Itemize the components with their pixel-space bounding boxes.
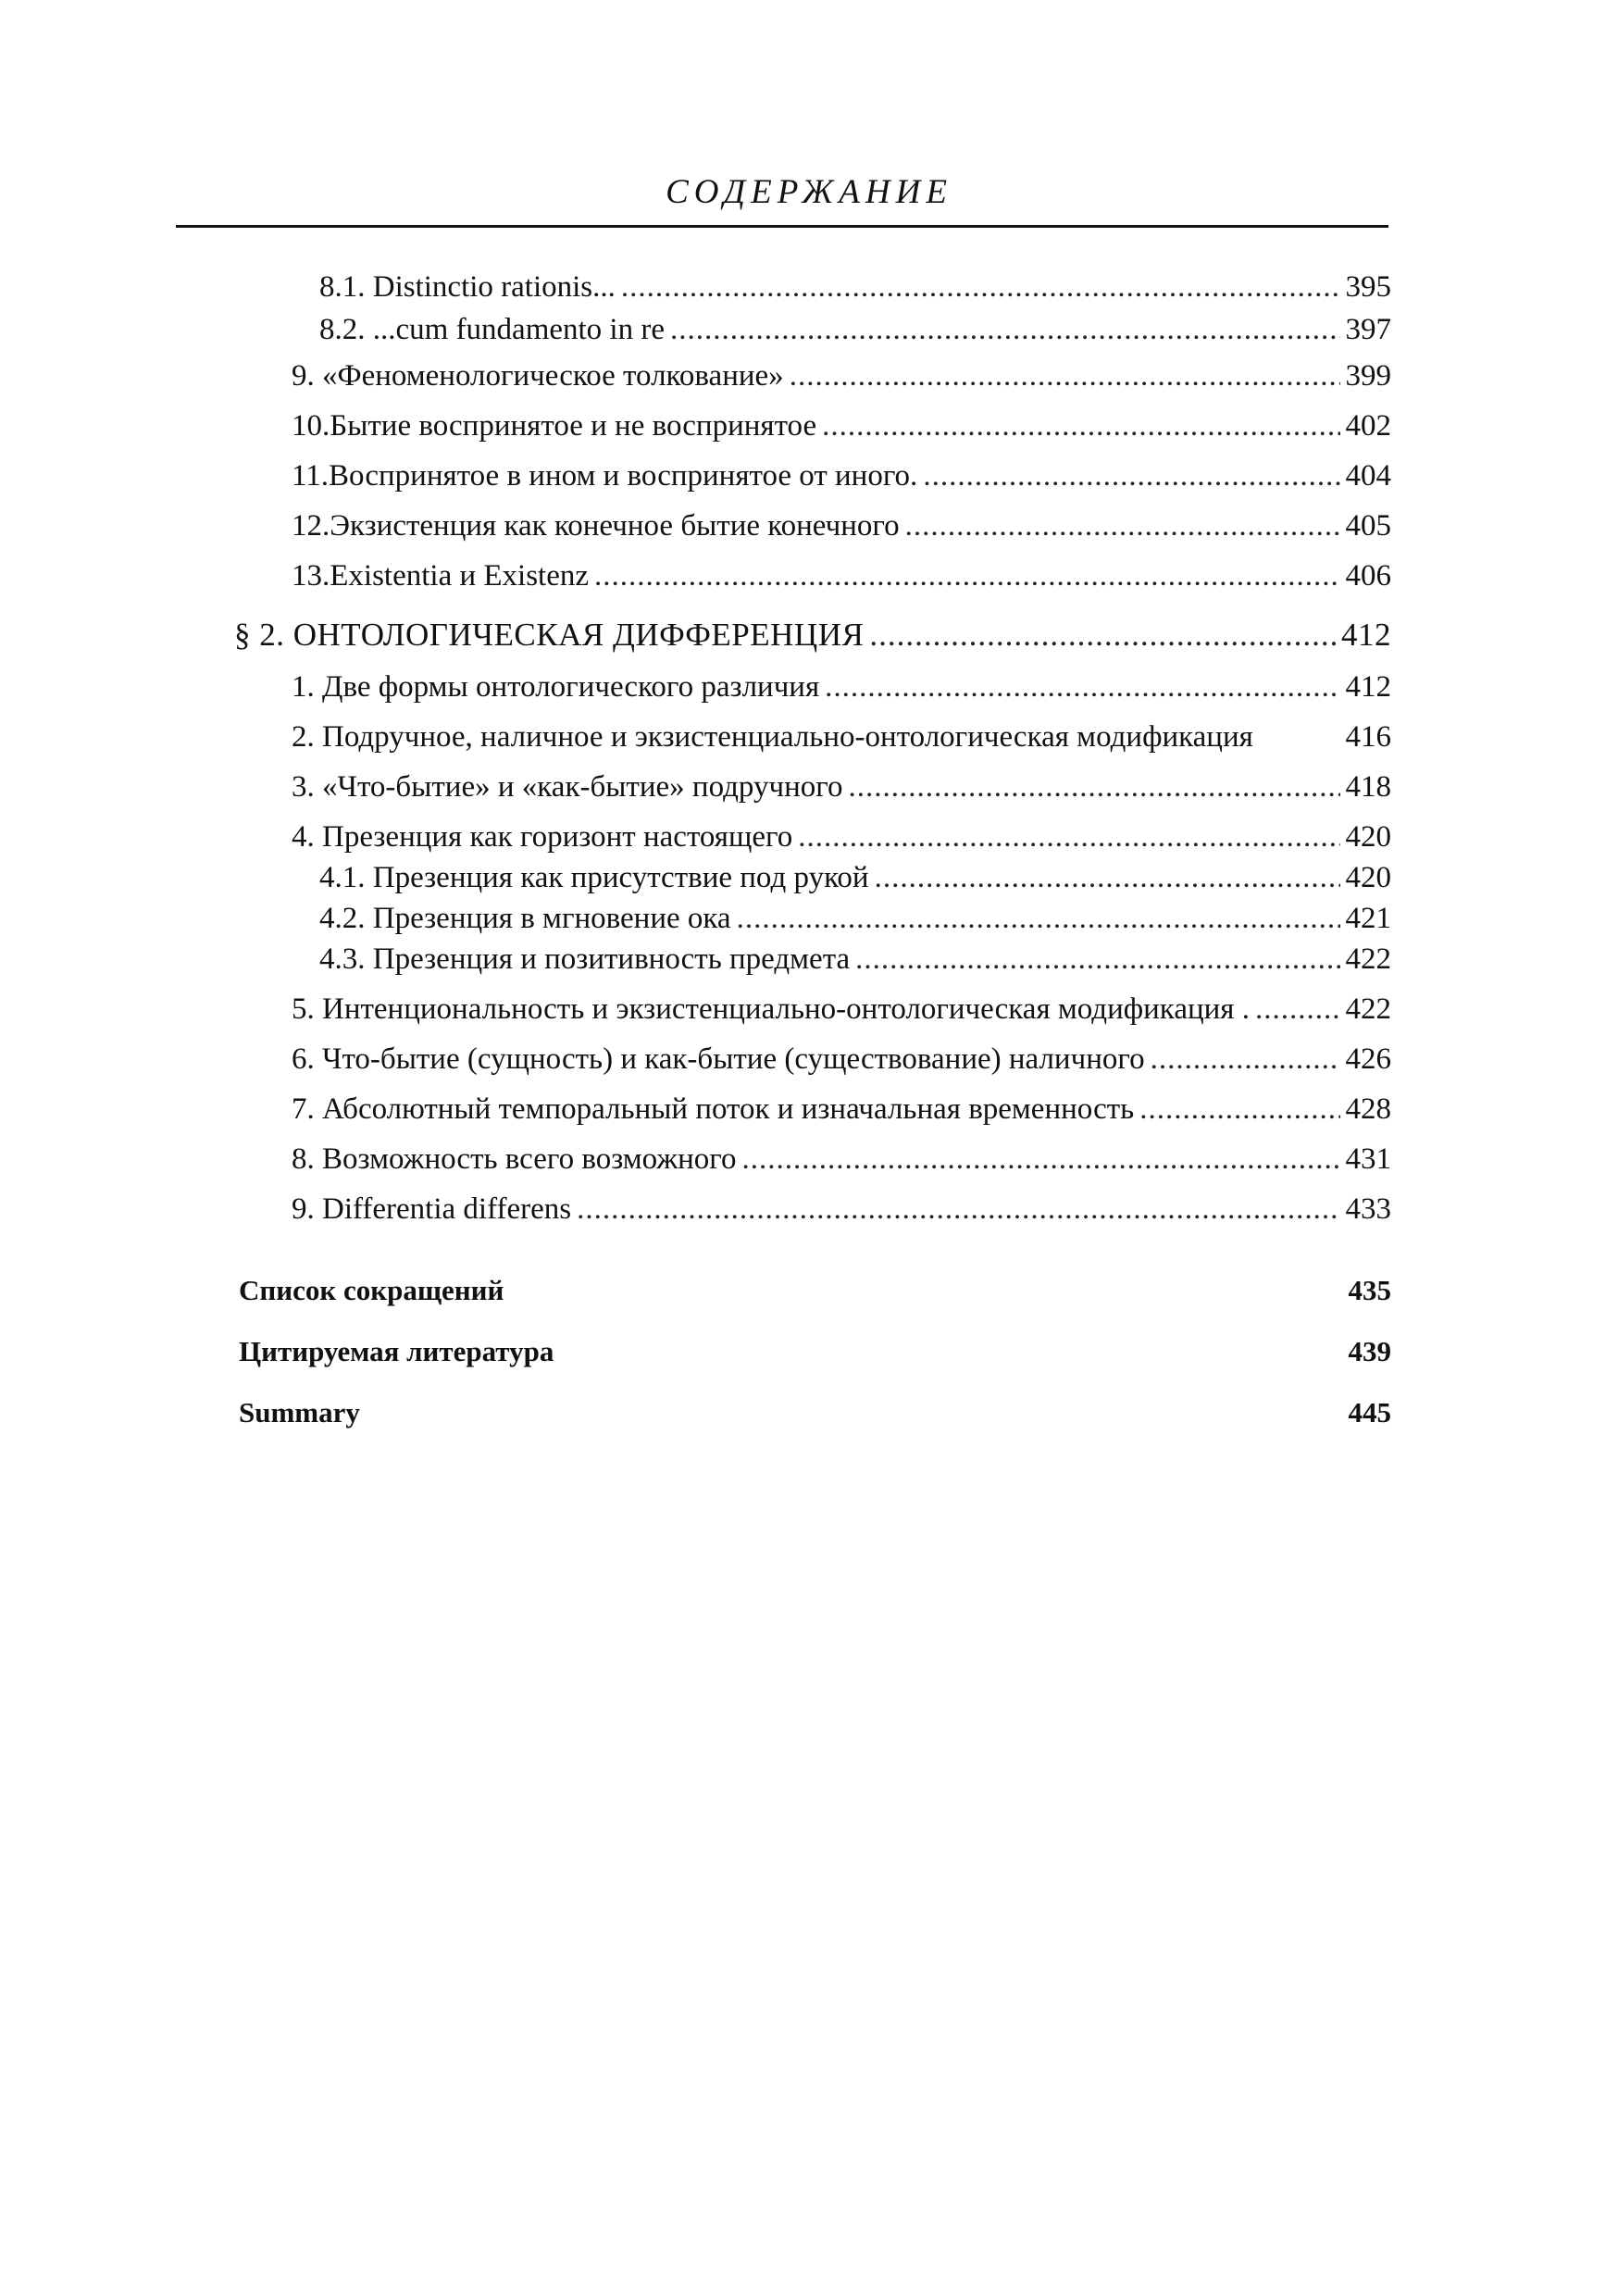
back-matter-page: 445 xyxy=(1348,1396,1391,1429)
toc-entry xyxy=(319,859,1391,896)
toc-entry-label: 7. Абсолютный темпоральный поток и изначальная временность xyxy=(292,1092,1135,1126)
toc-leader xyxy=(1151,1041,1340,1078)
toc-entry xyxy=(292,407,1391,444)
toc-entry-label: § 2. ОНТОЛОГИЧЕСКАЯ ДИФФЕРЕНЦИЯ xyxy=(234,617,865,653)
toc-entry-label: 4. Презенция как горизонт настоящего xyxy=(292,820,793,854)
toc-entry xyxy=(292,557,1391,594)
toc-entry xyxy=(292,1041,1391,1078)
back-matter-label: Список сокращений xyxy=(239,1274,504,1306)
toc-entry xyxy=(292,1191,1391,1228)
toc-leader xyxy=(869,617,1336,654)
toc-entry xyxy=(292,768,1391,805)
toc-leader xyxy=(594,557,1339,594)
toc-leader xyxy=(822,407,1339,444)
toc-entry xyxy=(292,357,1391,394)
toc-leader xyxy=(825,668,1339,705)
back-matter-entry xyxy=(239,1394,1391,1431)
toc-entry-label: 10.Бытие воспринятое и не воспринятое xyxy=(292,409,817,443)
toc-leader xyxy=(848,768,1339,805)
toc-leader xyxy=(790,357,1340,394)
toc-entry-label: 9. Differentia differens xyxy=(292,1192,572,1226)
toc-entry-label: 5. Интенциональность и экзистенциально-онтологическая модификация . xyxy=(292,992,1250,1026)
back-matter-entry xyxy=(239,1272,1391,1309)
toc-leader xyxy=(905,507,1340,544)
running-header: СОДЕРЖАНИЕ xyxy=(666,173,952,211)
toc-entry-page: 420 xyxy=(1345,820,1391,854)
toc-entry-page: 433 xyxy=(1345,1192,1391,1226)
toc-entry xyxy=(319,268,1391,306)
toc-leader xyxy=(742,1141,1340,1178)
toc-leader xyxy=(875,859,1340,896)
back-matter-label: Цитируемая литература xyxy=(239,1335,554,1367)
toc-entry xyxy=(292,457,1391,494)
toc-entry xyxy=(319,311,1391,348)
toc-entry xyxy=(292,668,1391,705)
toc-entry-page: 405 xyxy=(1345,509,1391,543)
toc-entry xyxy=(319,941,1391,978)
toc-entry-page: 412 xyxy=(1341,617,1391,653)
toc-entry-label: 9. «Феноменологическое толкование» xyxy=(292,359,784,393)
toc-entry-label: 8.2. ...cum fundamento in re xyxy=(319,313,665,346)
toc-entry xyxy=(292,718,1391,755)
toc-entry-label: 2. Подручное, наличное и экзистенциально-онтологическая модификация xyxy=(292,720,1253,754)
back-matter-page: 435 xyxy=(1348,1274,1391,1306)
toc-entry xyxy=(292,1141,1391,1178)
toc-entry-page: 397 xyxy=(1345,313,1391,346)
toc-entry-label: 11.Воспринятое в ином и воспринятое от иного. xyxy=(292,459,918,493)
back-matter-page: 439 xyxy=(1348,1335,1391,1367)
toc-leader xyxy=(855,941,1339,978)
toc-entry-page: 428 xyxy=(1345,1092,1391,1126)
toc-entry-page: 422 xyxy=(1345,992,1391,1026)
toc-entry-label: 3. «Что-бытие» и «как-бытие» подручного xyxy=(292,770,843,804)
toc-leader xyxy=(621,268,1340,306)
toc-entry-label: 12.Экзистенция как конечное бытие конечного xyxy=(292,509,900,543)
back-matter-label: Summary xyxy=(239,1396,360,1429)
toc-entry-page: 395 xyxy=(1345,270,1391,304)
toc-leader xyxy=(737,900,1340,937)
toc-entry xyxy=(292,991,1391,1028)
toc-entry-page: 418 xyxy=(1345,770,1391,804)
toc-entry-label: 1. Две формы онтологического различия xyxy=(292,670,820,704)
toc-entry-label: 8. Возможность всего возможного xyxy=(292,1142,737,1176)
toc-leader xyxy=(798,818,1339,855)
toc-leader xyxy=(923,457,1339,494)
toc-leader xyxy=(1255,991,1340,1028)
toc-entry xyxy=(292,1091,1391,1128)
toc-entry-label: 4.1. Презенция как присутствие под рукой xyxy=(319,861,869,894)
toc-entry xyxy=(292,507,1391,544)
toc-entry-page: 431 xyxy=(1345,1142,1391,1176)
back-matter-entry xyxy=(239,1333,1391,1370)
toc-entry-label: 4.2. Презенция в мгновение ока xyxy=(319,902,731,935)
toc-entry-label: 8.1. Distinctio rationis... xyxy=(319,270,616,304)
toc-leader xyxy=(670,311,1340,348)
toc-entry-page: 399 xyxy=(1345,359,1391,393)
toc-entry-page: 421 xyxy=(1345,902,1391,935)
toc-leader xyxy=(577,1191,1339,1228)
toc-entry-page: 422 xyxy=(1345,942,1391,976)
toc-entry-page: 420 xyxy=(1345,861,1391,894)
toc-entry xyxy=(292,818,1391,855)
toc-entry-page: 426 xyxy=(1345,1042,1391,1076)
toc-entry-label: 13.Existentia и Existenz xyxy=(292,559,590,593)
toc-entry-page: 416 xyxy=(1345,720,1391,754)
toc-section-heading xyxy=(234,617,1391,654)
toc-entry xyxy=(319,900,1391,937)
toc-entry-page: 412 xyxy=(1345,670,1391,704)
toc-entry-label: 4.3. Презенция и позитивность предмета xyxy=(319,942,851,976)
toc-entry-page: 404 xyxy=(1345,459,1391,493)
toc-entry-label: 6. Что-бытие (сущность) и как-бытие (существование) наличного xyxy=(292,1042,1145,1076)
toc-entry-page: 402 xyxy=(1345,409,1391,443)
toc-entry-page: 406 xyxy=(1345,559,1391,593)
toc-leader xyxy=(1139,1091,1339,1128)
